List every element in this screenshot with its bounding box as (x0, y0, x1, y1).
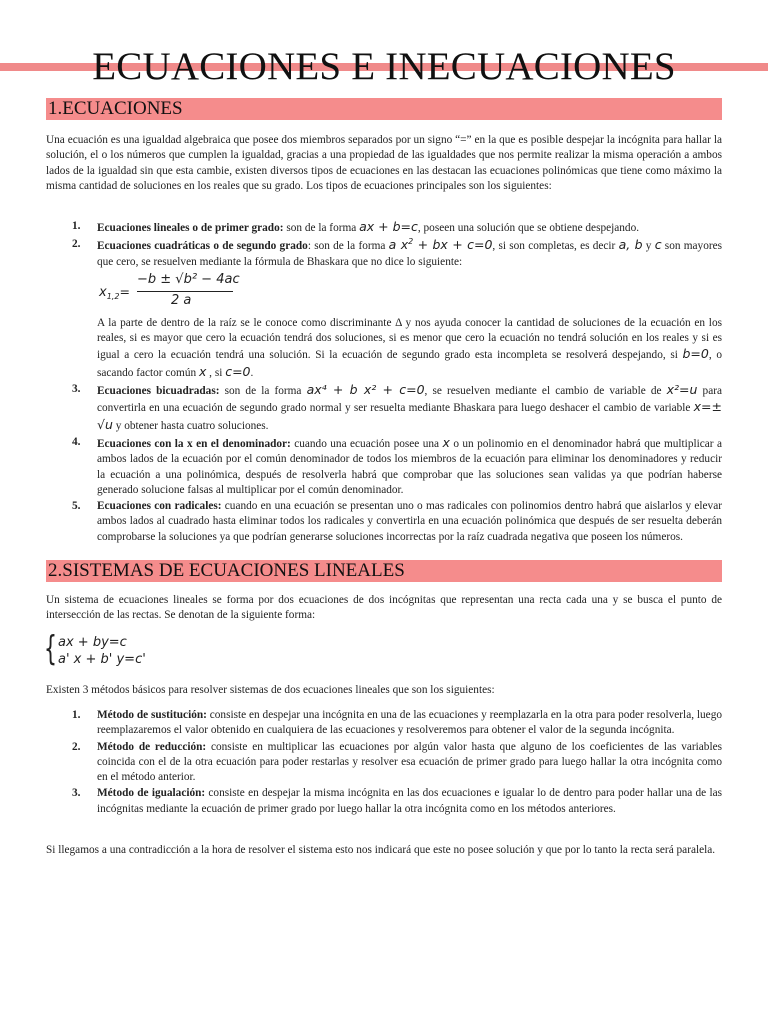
item-text: , se resuelven mediante el cambio de variable de (424, 385, 667, 398)
linear-system (58, 634, 146, 668)
section-heading-sistemas (46, 560, 722, 582)
list-item (46, 786, 722, 817)
fraction-line (137, 291, 233, 292)
formula-substitution: x²=u (666, 382, 698, 398)
list-item (46, 708, 722, 739)
bhaskara-formula (99, 272, 722, 312)
formula-var: c (654, 237, 662, 253)
item-text: , poseen una solución que se obtiene despejando. (417, 222, 640, 234)
item-number: 3. (72, 787, 81, 800)
item-text: , o sacando factor común (97, 349, 722, 379)
formula-quadratic (389, 237, 493, 252)
list-item (46, 382, 722, 434)
item-term: Método de igualación: (97, 787, 206, 800)
item-number: 4. (72, 435, 81, 448)
item-number: 1. (72, 709, 81, 721)
formula-biquadratic: ax⁴ + b x² + c=0 (306, 382, 425, 398)
item-text: son mayores que cero, se resuelven mediante la fórmula de Bhaskara que no dice lo siguiente: (97, 240, 723, 268)
formula-exponent: 2 (408, 237, 414, 247)
formula-denominator: 2 a (171, 292, 192, 308)
item-term: Método de reducción: (97, 740, 207, 753)
item-number: 2. (72, 740, 81, 753)
item-text: y obtener hasta cuatro soluciones. (112, 419, 269, 432)
item-text: . (250, 366, 254, 379)
item-text: o un polinomio en el denominador habrá que multiplicar a ambos lados de la ecuación por el común denominador de todos los miembros de la ecuación para eliminar los denominadores y reducir la ecuación a una polinómica, después de resolverla habrá que comprobar que las soluciones sean validas ya que podrían haberse generado solucione falsas al multiplicar por el común denominador. (97, 437, 722, 496)
system-equation-2: a' x + b' y=c' (58, 652, 146, 667)
section2-intro: Un sistema de ecuaciones lineales se forma por dos ecuaciones de dos incógnitas que representan una recta cada una y se busca el punto de intersección de las rectas. Se denotan de la siguiente forma: (46, 594, 722, 622)
section2-conclusion: Si llegamos a una contradicción a la hora de resolver el sistema esto nos indicará que este no posee solución y que por lo tanto la recta será paralela. (46, 844, 716, 856)
item-text: A la parte de dentro de la raíz se le conoce como discriminante Δ y nos ayuda conocer la cantidad de soluciones de la ecuación en los reales, si es mayor que cero la ecuación tendrá dos soluciones, si es menor que cero la ecuación no tendrá solución en los reales y si es igual a cero la ecuación tendrá una solución. Si la ecuación de segundo grado esta incompleta se resolverá despejando, si (97, 316, 722, 362)
item-term: Método de sustitución: (97, 709, 207, 721)
item-text: : son de la forma (307, 240, 389, 253)
system-equation-1: ax + by=c (58, 635, 127, 650)
item-number: 1. (72, 220, 81, 232)
item-text: y (642, 240, 655, 253)
formula-lhs (99, 284, 130, 300)
formula-vars: a, b (618, 237, 643, 253)
equation-types-list (46, 219, 722, 546)
item-term: Ecuaciones con radicales: (97, 500, 222, 513)
methods-intro: Existen 3 métodos básicos para resolver sistemas de dos ecuaciones lineales que son los siguientes: (46, 684, 495, 696)
formula-var: x (198, 363, 207, 379)
item-text: consiste en multiplicar las ecuaciones por algún valor hasta que alguno de los coeficientes de las variables coincida con el de la otra ecuación para poder restarlas y resolver esa ecuación de primer grado para luego hallar la otra incógnita como en el método anterior. (97, 740, 722, 784)
page-title: ECUACIONES E INECUACIONES (92, 45, 676, 88)
item-term: Ecuaciones bicuadradas: (97, 385, 220, 398)
formula-undo: x=± √u (97, 399, 722, 432)
item-text: son de la forma (283, 222, 360, 234)
formula-numerator: −b ± √b² − 4ac (137, 271, 240, 287)
formula-part: x (99, 284, 107, 300)
system-brace: { (44, 629, 57, 669)
item-text: , si (206, 366, 226, 379)
formula-var: x (442, 434, 450, 450)
item-text: consiste en despejar una incógnita en una de las ecuaciones y reemplazarla en la otra para poder resolverla, luego reemplazaremos el valor obtenido en cualquiera de las ecuaciones y resolveremos para obtener el valor de la segunda incógnita. (97, 709, 722, 737)
item-text: consiste en despejar la misma incógnita en las dos ecuaciones e igualar lo de dentro para poder hallar una de las incógnitas mediante la ecuación de primer grado por luego hallar la otra incógnita como en los métodos anteriores. (97, 787, 722, 815)
list-item (46, 740, 722, 786)
list-item (46, 435, 722, 498)
item-number: 5. (72, 500, 81, 513)
section1-intro: Una ecuación es una igualdad algebraica que posee dos miembros separados por un signo “=” en la que es posible despejar la incógnita para hallar la solución, el o los números que cumplen la igualdad, gracias a una propiedad de las igualdades que nos permite realizar la misma operación a ambos lados de la igualdad sin que esta cambie, existen diversos tipos de ecuaciones en las destacan las ecuaciones polinómicas que tiene como máximo la misma cantidad de soluciones en los reales que su grado. Los tipos de ecuaciones principales son los siguientes: (46, 134, 722, 192)
methods-list (46, 708, 722, 818)
list-item (46, 499, 722, 545)
list-item (46, 219, 722, 236)
section-heading-label: 1.ECUACIONES (48, 98, 183, 119)
item-term: Ecuaciones lineales o de primer grado: (97, 222, 284, 234)
item-text: cuando en una ecuación se presentan uno o mas radicales con polinomios dentro habrá que aislarlos y elevar ambos lados al cuadrado hasta eliminar todos los radicales y convertirla en una ecuación polinómica que después de ser resuelta deberán comprobarse la soluciones ya que podrían generarse soluciones incorrectas por la raíz cuadrada negativa que poseen los números. (97, 500, 722, 543)
item-term: Ecuaciones con la x en el denominador: (97, 437, 291, 450)
section-heading-label: 2.SISTEMAS DE ECUACIONES LINEALES (48, 560, 405, 581)
formula-part: + bx + c=0 (413, 237, 493, 253)
equals-sign: = (119, 283, 130, 299)
item-number: 2. (72, 238, 81, 251)
formula-c-zero: c=0 (225, 363, 251, 379)
formula-part: a x (388, 237, 409, 253)
item-number: 3. (72, 383, 81, 396)
formula-linear: ax + b=c (359, 219, 418, 234)
item-text: son de la forma (219, 385, 307, 398)
item-term: Ecuaciones cuadráticas o de segundo grado (97, 240, 308, 253)
item-text: para convertirla en una ecuación de segundo grado normal y ser resuelta mediante Bhaskara para luego deshacer el cambio de variable (97, 385, 722, 415)
formula-subscript: 1,2 (106, 291, 120, 301)
formula-b-zero: b=0 (682, 346, 709, 362)
item-text: , si son completas, es decir (492, 240, 619, 253)
item-text: cuando una ecuación posee una (290, 437, 443, 450)
section-heading-ecuaciones (46, 98, 722, 120)
list-item (46, 237, 722, 381)
